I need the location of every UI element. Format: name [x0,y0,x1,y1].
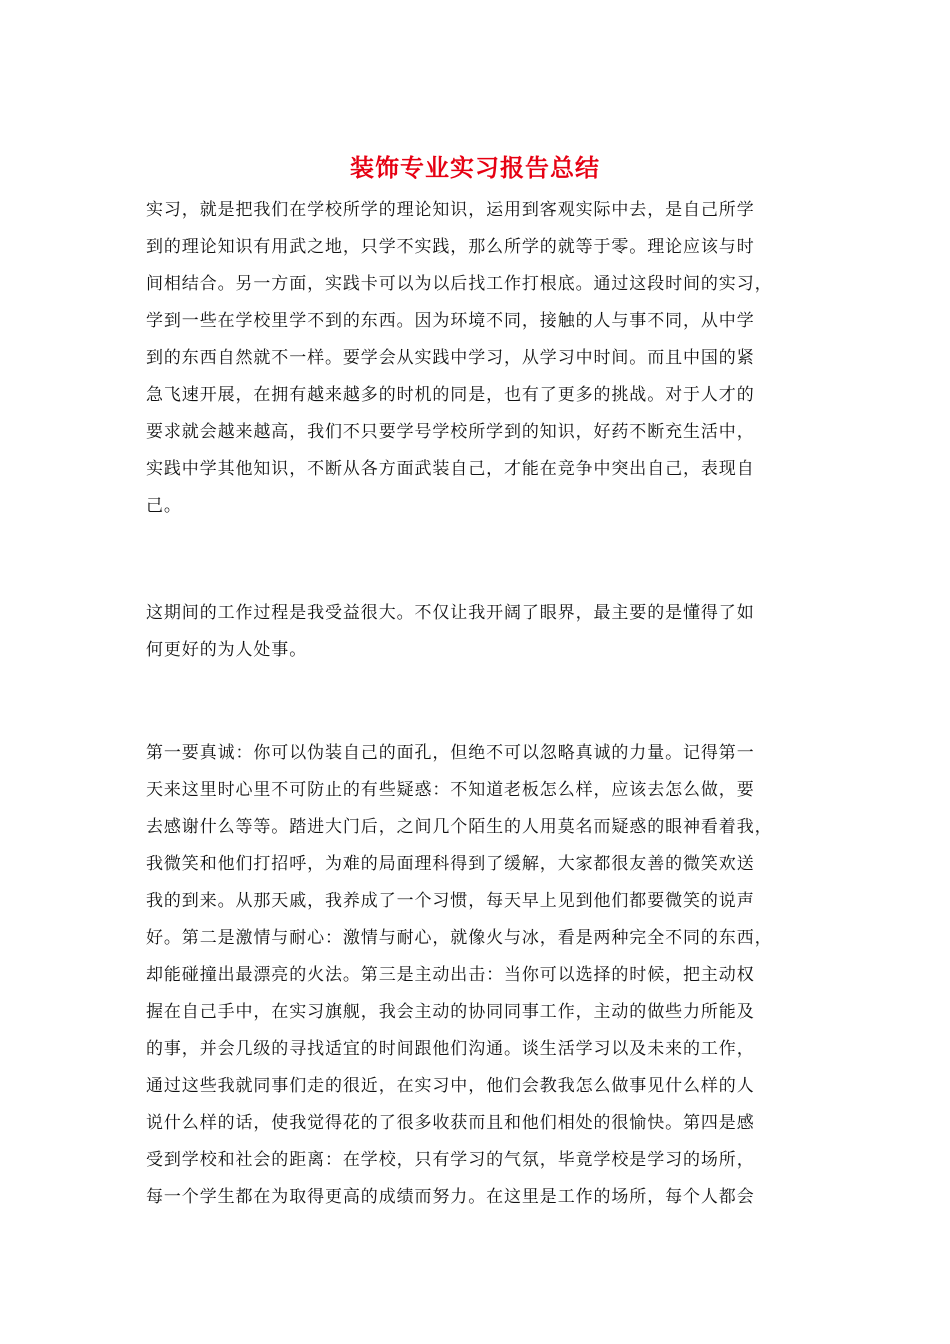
paragraph-3-line-4: 我微笑和他们打招呼，为难的局面理科得到了缓解，大家都很友善的微笑欢送 [146,854,755,874]
paragraph-3-line-10: 通过这些我就同事们走的很近，在实习中，他们会教我怎么做事见什么样的人 [146,1076,755,1096]
paragraph-3-line-5: 我的到来。从那天戚，我养成了一个习惯，每天早上见到他们都要微笑的说声 [146,891,755,911]
paragraph-1-line-4: 学到一些在学校里学不到的东西。因为环境不同，接触的人与事不同，从中学 [146,311,755,331]
paragraph-2-line-1: 这期间的工作过程是我受益很大。不仅让我开阔了眼界，最主要的是懂得了如 [146,603,755,623]
paragraph-3-line-7: 却能碰撞出最漂亮的火法。第三是主动出击：当你可以选择的时候，把主动权 [146,965,755,985]
paragraph-3-line-13: 每一个学生都在为取得更高的成绩而努力。在这里是工作的场所，每个人都会 [146,1187,755,1207]
paragraph-2-line-2: 何更好的为人处事。 [146,640,308,660]
paragraph-3-line-3: 去感谢什么等等。踏进大门后，之间几个陌生的人用莫名而疑惑的眼神看着我， [146,817,773,837]
document-title: 装饰专业实习报告总结 [350,153,600,182]
paragraph-3-line-1: 第一要真诚：你可以伪装自己的面孔，但绝不可以忽略真诚的力量。记得第一 [146,743,755,763]
paragraph-1-line-3: 间相结合。另一方面，实践卡可以为以后找工作打根底。通过这段时间的实习， [146,274,773,294]
paragraph-1-line-1: 实习，就是把我们在学校所学的理论知识，运用到客观实际中去，是自己所学 [146,200,755,220]
paragraph-3-line-2: 天来这里时心里不可防止的有些疑惑：不知道老板怎么样，应该去怎么做，要 [146,780,755,800]
paragraph-1-line-7: 要求就会越来越高，我们不只要学号学校所学到的知识，好药不断充生活中， [146,422,755,442]
paragraph-3-line-12: 受到学校和社会的距离：在学校，只有学习的气氛，毕竟学校是学习的场所， [146,1150,755,1170]
paragraph-1-line-8: 实践中学其他知识，不断从各方面武装自己，才能在竞争中突出自己，表现自 [146,459,755,479]
paragraph-3-line-9: 的事，并会几级的寻找适宜的时间跟他们沟通。谈生活学习以及未来的工作， [146,1039,755,1059]
paragraph-3-line-11: 说什么样的话，使我觉得花的了很多收获而且和他们相处的很愉快。第四是感 [146,1113,755,1133]
paragraph-1-line-9: 己。 [146,496,182,516]
paragraph-1-line-6: 急飞速开展，在拥有越来越多的时机的同是，也有了更多的挑战。对于人才的 [146,385,755,405]
paragraph-3-line-6: 好。第二是激情与耐心：激情与耐心，就像火与冰，看是两种完全不同的东西， [146,928,773,948]
paragraph-1-line-2: 到的理论知识有用武之地，只学不实践，那么所学的就等于零。理论应该与时 [146,237,755,257]
paragraph-3-line-8: 握在自己手中，在实习旗舰，我会主动的协同同事工作，主动的做些力所能及 [146,1002,755,1022]
paragraph-1-line-5: 到的东西自然就不一样。要学会从实践中学习，从学习中时间。而且中国的紧 [146,348,755,368]
